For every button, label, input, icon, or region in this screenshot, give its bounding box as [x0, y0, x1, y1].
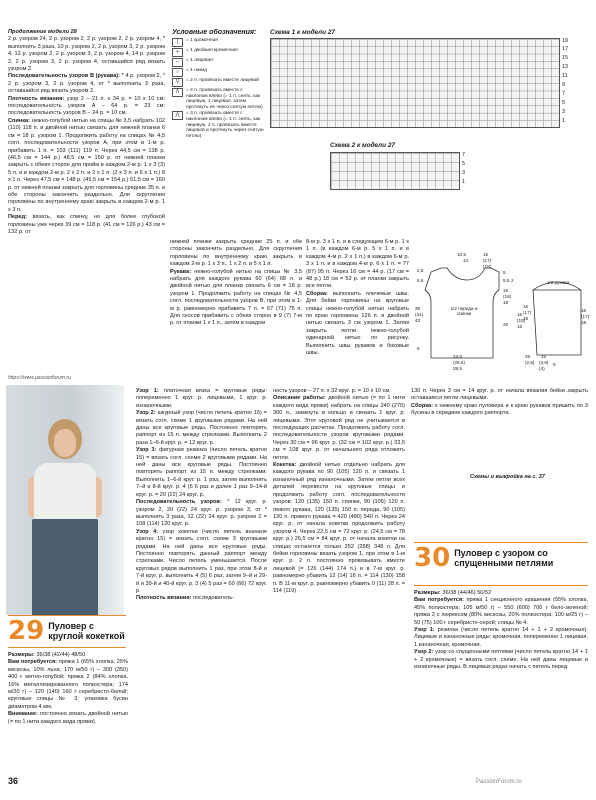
chart-2-grid — [330, 152, 460, 190]
knit-stitch-icon: – — [172, 58, 183, 67]
row-number: 3 — [462, 170, 465, 176]
measure-label: (3,5) — [539, 360, 549, 365]
sleeve-label: 1/2 рукава — [547, 280, 570, 285]
edge-stitch-icon: | — [172, 38, 183, 47]
sk2p-icon: ⋀ — [172, 111, 183, 120]
measure-label: (18) — [483, 264, 492, 269]
measure-label: 18 — [581, 320, 587, 325]
paragraph-text: узор 2 – 21 п. х 34 р. = 10 х 10 см; последовательность узоров А – 64 р. = 23 см; последовательность узоров В – 24 р. = 10 см. — [8, 95, 165, 117]
measure-label: 25 — [525, 354, 531, 359]
skp-icon: Λ — [172, 88, 183, 97]
model-30-specs — [414, 590, 588, 772]
measure-label: 16 — [517, 324, 523, 329]
paragraph-title: Описание работы: — [273, 395, 326, 402]
yarn-over-icon: ○ — [172, 68, 183, 77]
row-number: 1 — [462, 179, 465, 185]
paragraph-text: пряжа 1 секционного крашения (55% хлопка, 45% полиэстера; 105 м/50 г) – 550 (600) 700 г бело-зеленой; пряжа 2 с люрексом (80% вискозы, 20% полиэстера; 100 м/25 г) – 50 (75) 100 г серебристо-серой; спицы № 4. — [414, 597, 588, 626]
paragraph-title: Последовательность узоров: — [136, 499, 222, 506]
paragraph-text: двойной нитью отдельно набрать для каждого рукава по 90 (105) 120 п. и связать 1 изнаночный ряд изнаночными. Затем петли всех деталей перевести на круговые спицы и продолжить работу согл. последовательности узоров: 120 (135) 150 п. спинки, 90 (105) 120 п. левого рукава, 120 (135) 150 п. переда, 90 (105) 120 п. правого рукава = 420 (480) 540 п. Через 24 круг. р. от начала кокетки продолжить работу узором 4. Через 22,5 см = 72 круг. р. (24,5 см = 78 круг. р.) 26,5 см = 84 круг. р. от начала кокетки на спицах останется только 252 (288) 348 п. Для бейки горловины вязать узором 1, при этом в 1-м круг. р. 2 п. постоянно провязывать вместе лицевой (= 126 (144) 174 п.) и в 7-м круг. р. равномерно убавить 12 (14) 16 п. = 114 (130) 158 п. В 11-м круг. р. равномерно убавить 0 (11) 28 п. = 114 (119) — [273, 462, 405, 594]
legend-item — [172, 68, 264, 77]
text-column-3 — [136, 388, 267, 772]
paragraph-text: ажурный узор (число петель кратно 15) = вязать согл. схеме 1 круговыми рядами. На ней даны все круговые ряды. Постоянно повторять раппорт из 15 п. между стрелками. Выполнить 2 раза 1–6-й круг. р. = 12 круг. р. — [136, 410, 267, 446]
chart-legend — [172, 29, 264, 164]
paragraph-title: Размеры: — [8, 652, 35, 658]
measure-label: 2 — [511, 278, 514, 283]
paragraph-title: Кокетка: — [273, 462, 297, 469]
measure-label: (17) — [523, 310, 532, 315]
paragraph-title: Узор 2: — [136, 410, 156, 417]
row-number: 9 — [562, 82, 565, 88]
row-number: 7 — [462, 152, 465, 158]
measure-label: 10,5 — [457, 252, 466, 257]
legend-item — [172, 38, 264, 47]
text-column-5 — [411, 388, 588, 468]
row-number: 19 — [562, 38, 568, 44]
measure-label: 39 — [415, 306, 421, 311]
paragraph: 2 р. узором 24, 2 р. узором 2, 2 р. узором 2, 2 р. узором 4, * выполнить 3 раза, 10 р. узором 2, 2 р. узором 3, 2 р. узором 4, 12 р. узором 2, 2 р. узором 3, 2 р. узором 4, 14 р. узором 2, 2 р. узором 3, 2 р. узором 4, оставшийся ряд вязать узором 2. — [8, 36, 165, 73]
paragraph-text: двойной нитью (= по 1 нити каждого вида пряжи) набрать на спицы 240 (270) 300 п., замкнуть в кольцо и связать 1 круг. р. лицевыми. Этот круговой ряд не учитывается в последующих расчетах. Продолжить работу согл. последовательности узоров круговыми рядами. Через 30 см = 96 круг. р. (32 см = 102 круг. р.) 33,5 см = 108 круг. р. от начального ряда отложить петли. — [273, 395, 405, 461]
paragraph-text: узор со спущенными петлями (число петель кратно 14 + 1 + 2 кромочные) = вязать согл. схеме. На ней даны лицевые и изнаночные ряды. В лицевых рядах начать с петель перед — [414, 649, 588, 671]
row-number: 11 — [562, 73, 568, 79]
paragraph: 130 п. Через 3 см = 14 круг. р. от начала вязания бейки закрыть оставшиеся петли лицевыми. — [411, 388, 588, 402]
legend-label: = 2 п. провязать вместе лицевой — [186, 78, 259, 83]
legend-label: = 1 накид — [186, 68, 208, 73]
paragraph-title: Размеры: — [414, 590, 441, 596]
row-number: 15 — [562, 55, 568, 61]
measure-label: 43 — [415, 318, 421, 323]
measure-label: 5,5 — [503, 278, 510, 283]
paragraph-text: резинка (число петель кратно 14 + 1 + 2 кромочные). Лицевые и изнаночные ряды: кромочная, попеременно 1 лицевая, 1 изнаночная, кромочная. — [414, 627, 588, 648]
paragraph-title: Последовательность узоров В (рукава): — [8, 73, 121, 80]
measure-label: 15 — [541, 354, 547, 359]
paragraph-title: Спинка: — [8, 117, 31, 124]
paragraph-title: Вам потребуется: — [414, 597, 464, 604]
legend-item — [172, 58, 264, 67]
measure-label: 15 — [517, 312, 523, 317]
row-number: 1 — [562, 118, 565, 124]
model-photo — [6, 385, 124, 615]
paragraph-text: к нижнему краю пуловера и к краю рукавов пришить по 3 бусины в середине каждого раппорта. — [411, 402, 588, 417]
row-number: 5 — [562, 100, 565, 106]
measure-label: 14 — [463, 258, 469, 263]
measure-label: (2,5) — [525, 360, 535, 365]
paragraph-title: Плотность вязания: — [8, 95, 65, 102]
garment-schematic — [413, 250, 589, 375]
row-number: 17 — [562, 46, 568, 52]
paragraph-title: Узор 1: — [136, 388, 159, 394]
paragraph-title: Перед: — [8, 214, 28, 221]
paragraph-text: фигурная резинка (число петель кратно 15) = вязать согл. схеме 2 круговыми рядами. На ней даны все круговые ряды. Постоянно повторять раппорт из 15 п. между стрелками. Выполнить 1–6-й круг. р. 1 раз, затем выполнить 7–й и 8-й круг. р. 4 (5 6 раз и далее 1 раз 9–14-й круг. р. = 20 (22) 24 круг. р. — [136, 447, 267, 498]
footer-site: PassionForum.ru — [476, 779, 522, 785]
measure-label: (4) — [539, 366, 545, 371]
model-title: Пуловер с круглой кокеткой — [48, 621, 125, 641]
paragraph-title: Рукава: — [170, 268, 192, 275]
front-back-label: 1/2 переда и спинки — [450, 306, 478, 316]
legend-item — [172, 111, 264, 139]
model-number: 29 — [8, 616, 45, 646]
measure-label: 6,5 — [417, 278, 424, 283]
paragraph-text: нежно-голубой нитью на спицы № 3,5 набрать 102 (110) 118 п. и двойной нитью связать для нижней планки 6 см = 18 р. узором 1. Продолжить работу на спицах № 4,5 согл. последовательности узоров А, при этом в 1-м р. прибавить 1 п. = 103 (111) 119 п. Через 44,5 см = 138 р. (46,5 см = 144 р.) 48,5 см = 150 р. от нижней планки закрыть с обеих сторон для пройм в каждом 2-м р. 1 х 3 (3) 5 п. и в каждом 2-м р. 2 х 2 п. и 2 х 1 п. (2 х 3 п. и 6 х 1 п.) 8 х 1 п. Через 47,5 см = 148 р. (49,5 см = 154 р.) 51,5 см = 160 р. от нижней планки закрыть для горловины средние 35 п. и обе стороны закончить раздельно. Для скругления горловины по внутреннему краю закрыть в каждом 2-м р. 1 х 3 п. — [8, 117, 165, 213]
paragraph-text: пряжа 1 (65% хлопка, 25% вискозы, 10% льна; 170 м/50 г) – 300 (350) 400 г мятно-голубой; пряжа 2 (84% хлопка, 16% металлизированного полиэстера; 174 м/20 г) – 120 (140) 160 г серебристо-белой; круговые спицы № 3; упаковка бусин диаметром 4 мм. — [8, 659, 128, 710]
text-column-right — [306, 239, 409, 371]
row-number: 7 — [562, 91, 565, 97]
page-number: 36 — [8, 776, 19, 786]
paragraph-title: Сборка: — [306, 290, 329, 297]
model-29-banner — [8, 618, 130, 644]
measure-label: 16 — [581, 308, 587, 313]
schemes-reference: Схемы и выкройка на с. 37 — [470, 474, 545, 480]
paragraph-text: последователь- — [193, 595, 234, 602]
paragraph-text: выполнить плечевые швы. Для бейки горловины на круговые спицы нежно-голубой нитью набрать по краю горловины 126 п. и двойной нитью связать 3 см узором 1. Затем закрыть петли нежно-голубой одинарной нитью по рисунку. Выполнить швы рукавов и боковые швы. — [306, 290, 409, 357]
row-number: 3 — [562, 109, 565, 115]
measure-label: (26,5) — [453, 360, 466, 365]
paragraph-text: постоянно вязать двойной нитью (= по 1 нити каждого вида пряжи). — [8, 711, 128, 725]
measure-label: 18 — [503, 300, 509, 305]
paragraph-title: Узор 2: — [414, 649, 434, 656]
accent-line — [8, 647, 126, 648]
paragraph-text: нежно-голубой нитью на спицы № 3,5 набрать для каждого рукава 60 (64) 68 п. и двойной нитью для планки связать 6 см = 18 р. узором 1. Продолжить работу на спицах № 4,5 согл. последовательности узоров В, при этом в 1-м р. равномерно прибавить 7 п. = 67 (71) 75 п. Для скосов прибавить с обеих сторон в 9 (7) 7-м р. от планки 1 х 1 п., затем в каждом — [170, 268, 302, 327]
paragraph-text: узор кокетки (число петель вначале кратно 15) = вязать согл. схеме 3 круговыми рядами. На ней даны все круговые ряды. Постоянно повторять данный раппорт между стрелками. Число петель уменьшается. После круговых рядов выполнить 1 раз, при этом 8-й и 7-й круг. р. выполнить 4 (5) 6 раз, затем 9–й и 29-й и 39-й и 40-й круг. р. 3 (4) 5 раз = 60 (66) 72 круг. р. — [136, 528, 267, 594]
section-title: Продолжение модели 28 — [8, 29, 77, 35]
measure-label: 24,5 — [453, 354, 462, 359]
paragraph-title: Вам потребуется: — [8, 659, 58, 666]
legend-label: = 3 п. провязать вместе с наклоном влево (= 1 п. снять, как лицевую, 2 п. провязать вместе лицевой и протянуть через снятую петлю) — [186, 111, 264, 139]
paragraph-title: Узор 3: — [136, 447, 157, 454]
paragraph-title: Плотность вязания: — [136, 595, 192, 602]
paragraph-text: * 12 круг. р. узором 2, 20 (22) 24 круг. р. узором 3, от * выполнить 3 раза, 12 (22) 24 круг. р. узором 2 = 108 (114) 120 круг. р. — [136, 499, 267, 528]
paragraph: нижней планки закрыть средние 25 п. и обе стороны закончить раздельно. Для скругления горловины по внутреннему краю закрыть в каждом 2-м р. 1 х 3 п., 1 х 2 п. и 5 х 1 п. — [170, 239, 302, 268]
measure-label: 18 — [523, 316, 529, 321]
model-number: 30 — [414, 543, 451, 573]
measure-label: 18 — [503, 288, 509, 293]
chart-2-title: Схема 2 к модели 27 — [330, 142, 395, 149]
measure-label: 26 — [503, 322, 509, 327]
model-29-specs — [8, 652, 128, 770]
paragraph-title: Узор 4: — [136, 528, 159, 535]
measure-label: (17) — [483, 258, 492, 263]
k2tog-icon: V — [172, 78, 183, 87]
measure-label: 5 — [503, 270, 506, 275]
legend-label: = 1 двойная кромочная — [186, 48, 238, 53]
chart-1-grid — [270, 38, 560, 128]
legend-label: = 1 лицевая — [186, 58, 213, 63]
measure-label: 2,5 — [417, 268, 424, 273]
measure-label: (18) — [503, 294, 512, 299]
schematic-drawing — [413, 250, 589, 375]
sizes-value: 36/38 (42/44) 48/50 — [36, 652, 86, 658]
paragraph-text: платочная вязка = круговые ряды: попеременно 1 круг. р. лицевыми, 1 круг. р. изнаночными. — [136, 388, 267, 409]
accent-line — [414, 585, 588, 586]
row-number: 5 — [462, 161, 465, 167]
paragraph-title: Внимание: — [8, 711, 38, 718]
text-column-left — [8, 29, 165, 371]
paragraph-title: Сборка: — [411, 402, 434, 409]
measure-label: 5 — [553, 362, 556, 367]
chart-1-title: Схема 1 к модели 27 — [270, 29, 335, 36]
measure-label: (41) — [415, 312, 424, 317]
model-30-banner — [414, 545, 588, 571]
legend-label: = 2 п. провязать вместе с наклоном влево (= 1 п. снять, как лицевую, 1 лицевая, затем протянуть ее через снятую петлю) — [186, 88, 263, 110]
measure-label: 16 — [483, 252, 489, 257]
site-url: https://www.passionforum.ru — [8, 375, 71, 381]
measure-label: (17) — [581, 314, 590, 319]
paragraph: ность узоров – 27 п. х 32 круг. р. = 10 х 10 см. — [273, 388, 391, 394]
legend-item — [172, 78, 264, 87]
text-column-4 — [273, 388, 405, 772]
row-number: 13 — [562, 64, 568, 70]
sizes-value: 36/38 (44/46) 50/52 — [442, 590, 492, 596]
legend-label: = 1 кромочная — [186, 38, 218, 43]
legend-title: Условные обозначения: — [172, 29, 257, 36]
legend-item — [172, 48, 264, 57]
text-column-mid — [170, 239, 302, 371]
legend-item — [172, 88, 264, 110]
paragraph-text: вязать, как спинку, но для более глубокой горловины уже через 39 см = 118 р. (41 см = 126 р.) 43 см = 132 р. от — [8, 214, 165, 235]
measure-label: 16 — [523, 304, 529, 309]
paragraph-text: * 4 р. узором 2, * 2 р. узором 3, 2 р. узором 4, от * выполнить 3 раза, оставшийся ряд вязать узором 2. — [8, 73, 165, 95]
paragraph: 8-м р. 3 х 1 п. и в следующем 6-м р. 1 х 1 п. (в каждом 6-м р. 5 х 1 п. и в каждом 4-м р. 2 х 1 п.) в каждом 6-м р. 3 х 1 п. и в каждом 4-м р. 6 х 1 п. = 77 (87) 95 п. Через 16 см = 44 р. (17 см = 48 р.) 18 см = 52 р. от планки закрыть все петли. — [306, 239, 409, 290]
measure-label: 28,5 — [453, 366, 462, 371]
model-title: Пуловер с узором со спущенными петлями — [454, 548, 554, 568]
paragraph-title: Узор 1: — [414, 627, 435, 634]
measure-label: (15) — [517, 318, 526, 323]
measure-label: 6 — [417, 346, 420, 351]
double-edge-stitch-icon: + — [172, 48, 183, 57]
